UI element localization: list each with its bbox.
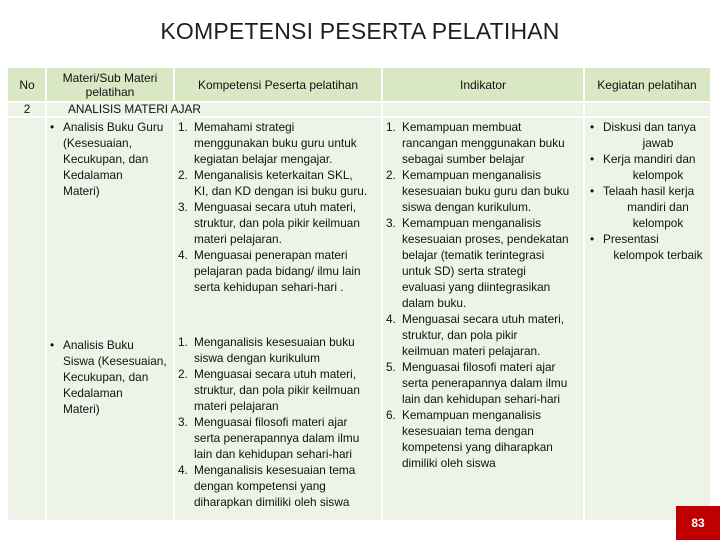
list-item: • Kerja mandiri dan kelompok	[590, 152, 696, 182]
bullet-icon: •	[590, 152, 595, 166]
kompetensi-list-2	[178, 334, 360, 510]
bullet-icon: •	[590, 120, 595, 134]
list-item: 2. Menguasai secara utuh materi, struktur, dan pola pikir keilmuan materi pelajaran	[178, 367, 360, 413]
list-item: • Telaah hasil kerja mandiri dan kelompok	[590, 184, 695, 230]
row-number: 2	[23, 102, 31, 116]
list-item: • Presentasi kelompok terbaik	[590, 232, 703, 262]
kompetensi-list-1	[178, 119, 367, 295]
list-item: 1. Menganalisis kesesuaian buku siswa dengan kurikulum	[178, 335, 355, 365]
list-item: 4. Menguasai penerapan materi pelajaran pada bidang/ ilmu lain serta kehidupan sehari-hari .	[178, 248, 361, 294]
header-no: No	[19, 78, 35, 92]
bullet-icon: •	[590, 184, 595, 198]
sub-materi-2: • Analisis Buku Siswa (Kesesuaian, Kecukupan, dan Kedalaman Materi)	[50, 338, 167, 416]
kegiatan-list	[590, 119, 713, 263]
list-item: 4. Menganalisis kesesuaian tema dengan kompetensi yang diharapkan dimiliki oleh siswa	[178, 463, 356, 509]
page-title: KOMPETENSI PESERTA PELATIHAN	[160, 18, 560, 44]
list-item: 2. Kemampuan menganalisis kesesuaian buku guru dan buku siswa dengan kurikulum.	[386, 168, 570, 214]
header-indikator: Indikator	[459, 78, 507, 92]
header-materi: Materi/Sub Materi pelatihan	[62, 71, 158, 99]
page-number-badge: 83	[676, 506, 720, 540]
bullet-icon: •	[590, 232, 595, 246]
bullet-icon: •	[50, 338, 55, 352]
list-item: • Diskusi dan tanya jawab	[590, 120, 697, 150]
list-item: 3. Kemampuan menganalisis kesesuaian proses, pendekatan belajar (tematik terintegrasi untuk SD) serta strategi evaluasi yang diintegrasikan dalam buku.	[386, 216, 569, 310]
main-materi: ANALISIS MATERI AJAR	[68, 102, 201, 116]
header-kompetensi: Kompetensi Peserta pelatihan	[197, 78, 359, 92]
list-item: 6. Kemampuan menganalisis kesesuaian tema dengan kompetensi yang diharapkan dimiliki oleh siswa	[386, 408, 553, 470]
list-item: 3. Menguasai filosofi materi ajar serta penerapannya dalam ilmu lain dan kehidupan sehari-hari	[178, 415, 360, 461]
list-item: 4. Menguasai secara utuh materi, struktur, dan pola pikir keilmuan materi pelajaran.	[386, 312, 564, 358]
list-item: 3. Menguasai secara utuh materi, struktur, dan pola pikir keilmuan materi pelajaran.	[178, 200, 360, 246]
list-item: 5. Menguasai filosofi materi ajar serta penerapannya dalam ilmu lain dan kehidupan sehari-hari	[386, 360, 568, 406]
sub-materi-1: • Analisis Buku Guru (Kesesuaian, Kecukupan, dan Kedalaman Materi)	[50, 120, 164, 198]
indikator-list	[386, 119, 569, 471]
bullet-icon: •	[50, 120, 55, 134]
list-item: 2. Menganalisis keterkaitan SKL, KI, dan KD dengan isi buku guru.	[178, 168, 368, 198]
header-kegiatan: Kegiatan pelatihan	[597, 78, 697, 92]
list-item: 1. Memahami strategi menggunakan buku guru untuk kegiatan belajar mengajar.	[178, 120, 357, 166]
list-item: 1. Kemampuan membuat rancangan menggunakan buku sebagai sumber belajar	[386, 120, 565, 166]
